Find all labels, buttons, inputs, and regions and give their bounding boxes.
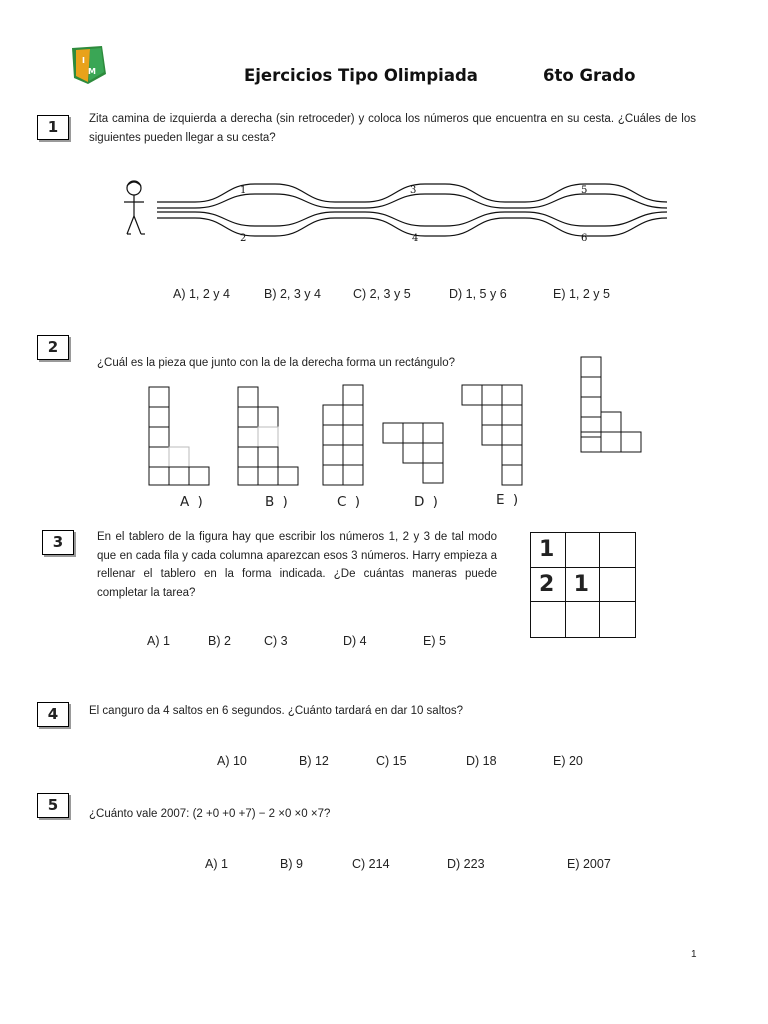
- board-cell-3-1: [531, 602, 566, 637]
- q1-option-a: A) 1, 2 y 4: [173, 287, 230, 301]
- piece-b: [238, 387, 298, 485]
- q5-option-d: D) 223: [447, 857, 485, 871]
- school-logo: [68, 44, 110, 86]
- board-cell-1-3: [600, 533, 635, 568]
- q4-option-e: E) 20: [553, 754, 583, 768]
- piece-c: [323, 385, 363, 485]
- piece-label-c: C ): [337, 494, 362, 510]
- question-number-3: 3: [42, 530, 74, 555]
- q5-option-c: C) 214: [352, 857, 390, 871]
- piece-label-e: E ): [496, 492, 521, 508]
- q1-option-c: C) 2, 3 y 5: [353, 287, 411, 301]
- question-2-text: ¿Cuál es la pieza que junto con la de la derecha forma un rectángulo?: [97, 357, 456, 369]
- q4-option-a: A) 10: [217, 754, 247, 768]
- path-number-1: 1: [240, 185, 247, 196]
- q1-option-e: E) 1, 2 y 5: [553, 287, 610, 301]
- question-1-text: Zita camina de izquierda a derecha (sin retroceder) y coloca los números que encuentra en su cesta. ¿Cuáles de los siguientes pueden llegar a su cesta?: [89, 113, 696, 144]
- question-number-2: 2: [37, 335, 69, 360]
- path-number-4: 4: [412, 233, 419, 244]
- q1-option-d: D) 1, 5 y 6: [449, 287, 507, 301]
- q4-option-d: D) 18: [466, 754, 497, 768]
- question-number-5: 5: [37, 793, 69, 818]
- q1-option-b: B) 2, 3 y 4: [264, 287, 321, 301]
- q3-option-c: C) 3: [264, 634, 288, 648]
- logo-letter-i: I: [82, 56, 85, 65]
- path-number-3: 3: [410, 185, 417, 196]
- path-number-5: 5: [581, 185, 588, 196]
- piece-label-a: A ): [180, 494, 205, 510]
- board-cell-2-1: 2: [531, 568, 566, 603]
- path-number-6: 6: [581, 233, 588, 244]
- board-cell-1-2: [566, 533, 601, 568]
- page-number: 1: [691, 949, 697, 960]
- latin-square-board: [530, 532, 636, 638]
- page-title: Ejercicios Tipo Olimpiada: [244, 66, 478, 85]
- board-cell-1-1: 1: [531, 533, 566, 568]
- q5-option-e: E) 2007: [567, 857, 611, 871]
- q5-option-a: A) 1: [205, 857, 228, 871]
- zita-paths-figure: [115, 178, 675, 248]
- pieces-figure: [140, 350, 650, 490]
- q4-option-c: C) 15: [376, 754, 407, 768]
- board-cell-2-3: [600, 568, 635, 603]
- q3-option-a: A) 1: [147, 634, 170, 648]
- grade-label: 6to Grado: [543, 66, 636, 85]
- q4-option-b: B) 12: [299, 754, 329, 768]
- question-3-text: En el tablero de la figura hay que escribir los números 1, 2 y 3 de tal modo que en cada fila y cada columna aparezcan esos 3 números. Harry empieza a rellenar el tablero en la forma indicada. ¿De cuántas maneras puede completar la tarea?: [97, 531, 497, 599]
- board-cell-2-2: 1: [566, 568, 601, 603]
- q3-option-b: B) 2: [208, 634, 231, 648]
- piece-label-d: D ): [414, 494, 440, 510]
- logo-letter-m: M: [88, 67, 96, 76]
- question-4-text: El canguro da 4 saltos en 6 segundos. ¿Cuánto tardará en dar 10 saltos?: [89, 705, 463, 717]
- piece-label-b: B ): [265, 494, 290, 510]
- piece-a: [149, 387, 209, 485]
- q3-option-d: D) 4: [343, 634, 367, 648]
- q3-option-e: E) 5: [423, 634, 446, 648]
- reference-piece: [581, 357, 641, 452]
- board-cell-3-2: [566, 602, 601, 637]
- question-5-text: ¿Cuánto vale 2007: (2 +0 +0 +7) − 2 ×0 ×0 ×7?: [89, 808, 331, 820]
- piece-d: [383, 423, 443, 483]
- piece-e: [462, 385, 522, 485]
- q5-option-b: B) 9: [280, 857, 303, 871]
- board-cell-3-3: [600, 602, 635, 637]
- path-number-2: 2: [240, 233, 247, 244]
- question-number-4: 4: [37, 702, 69, 727]
- question-number-1: 1: [37, 115, 69, 140]
